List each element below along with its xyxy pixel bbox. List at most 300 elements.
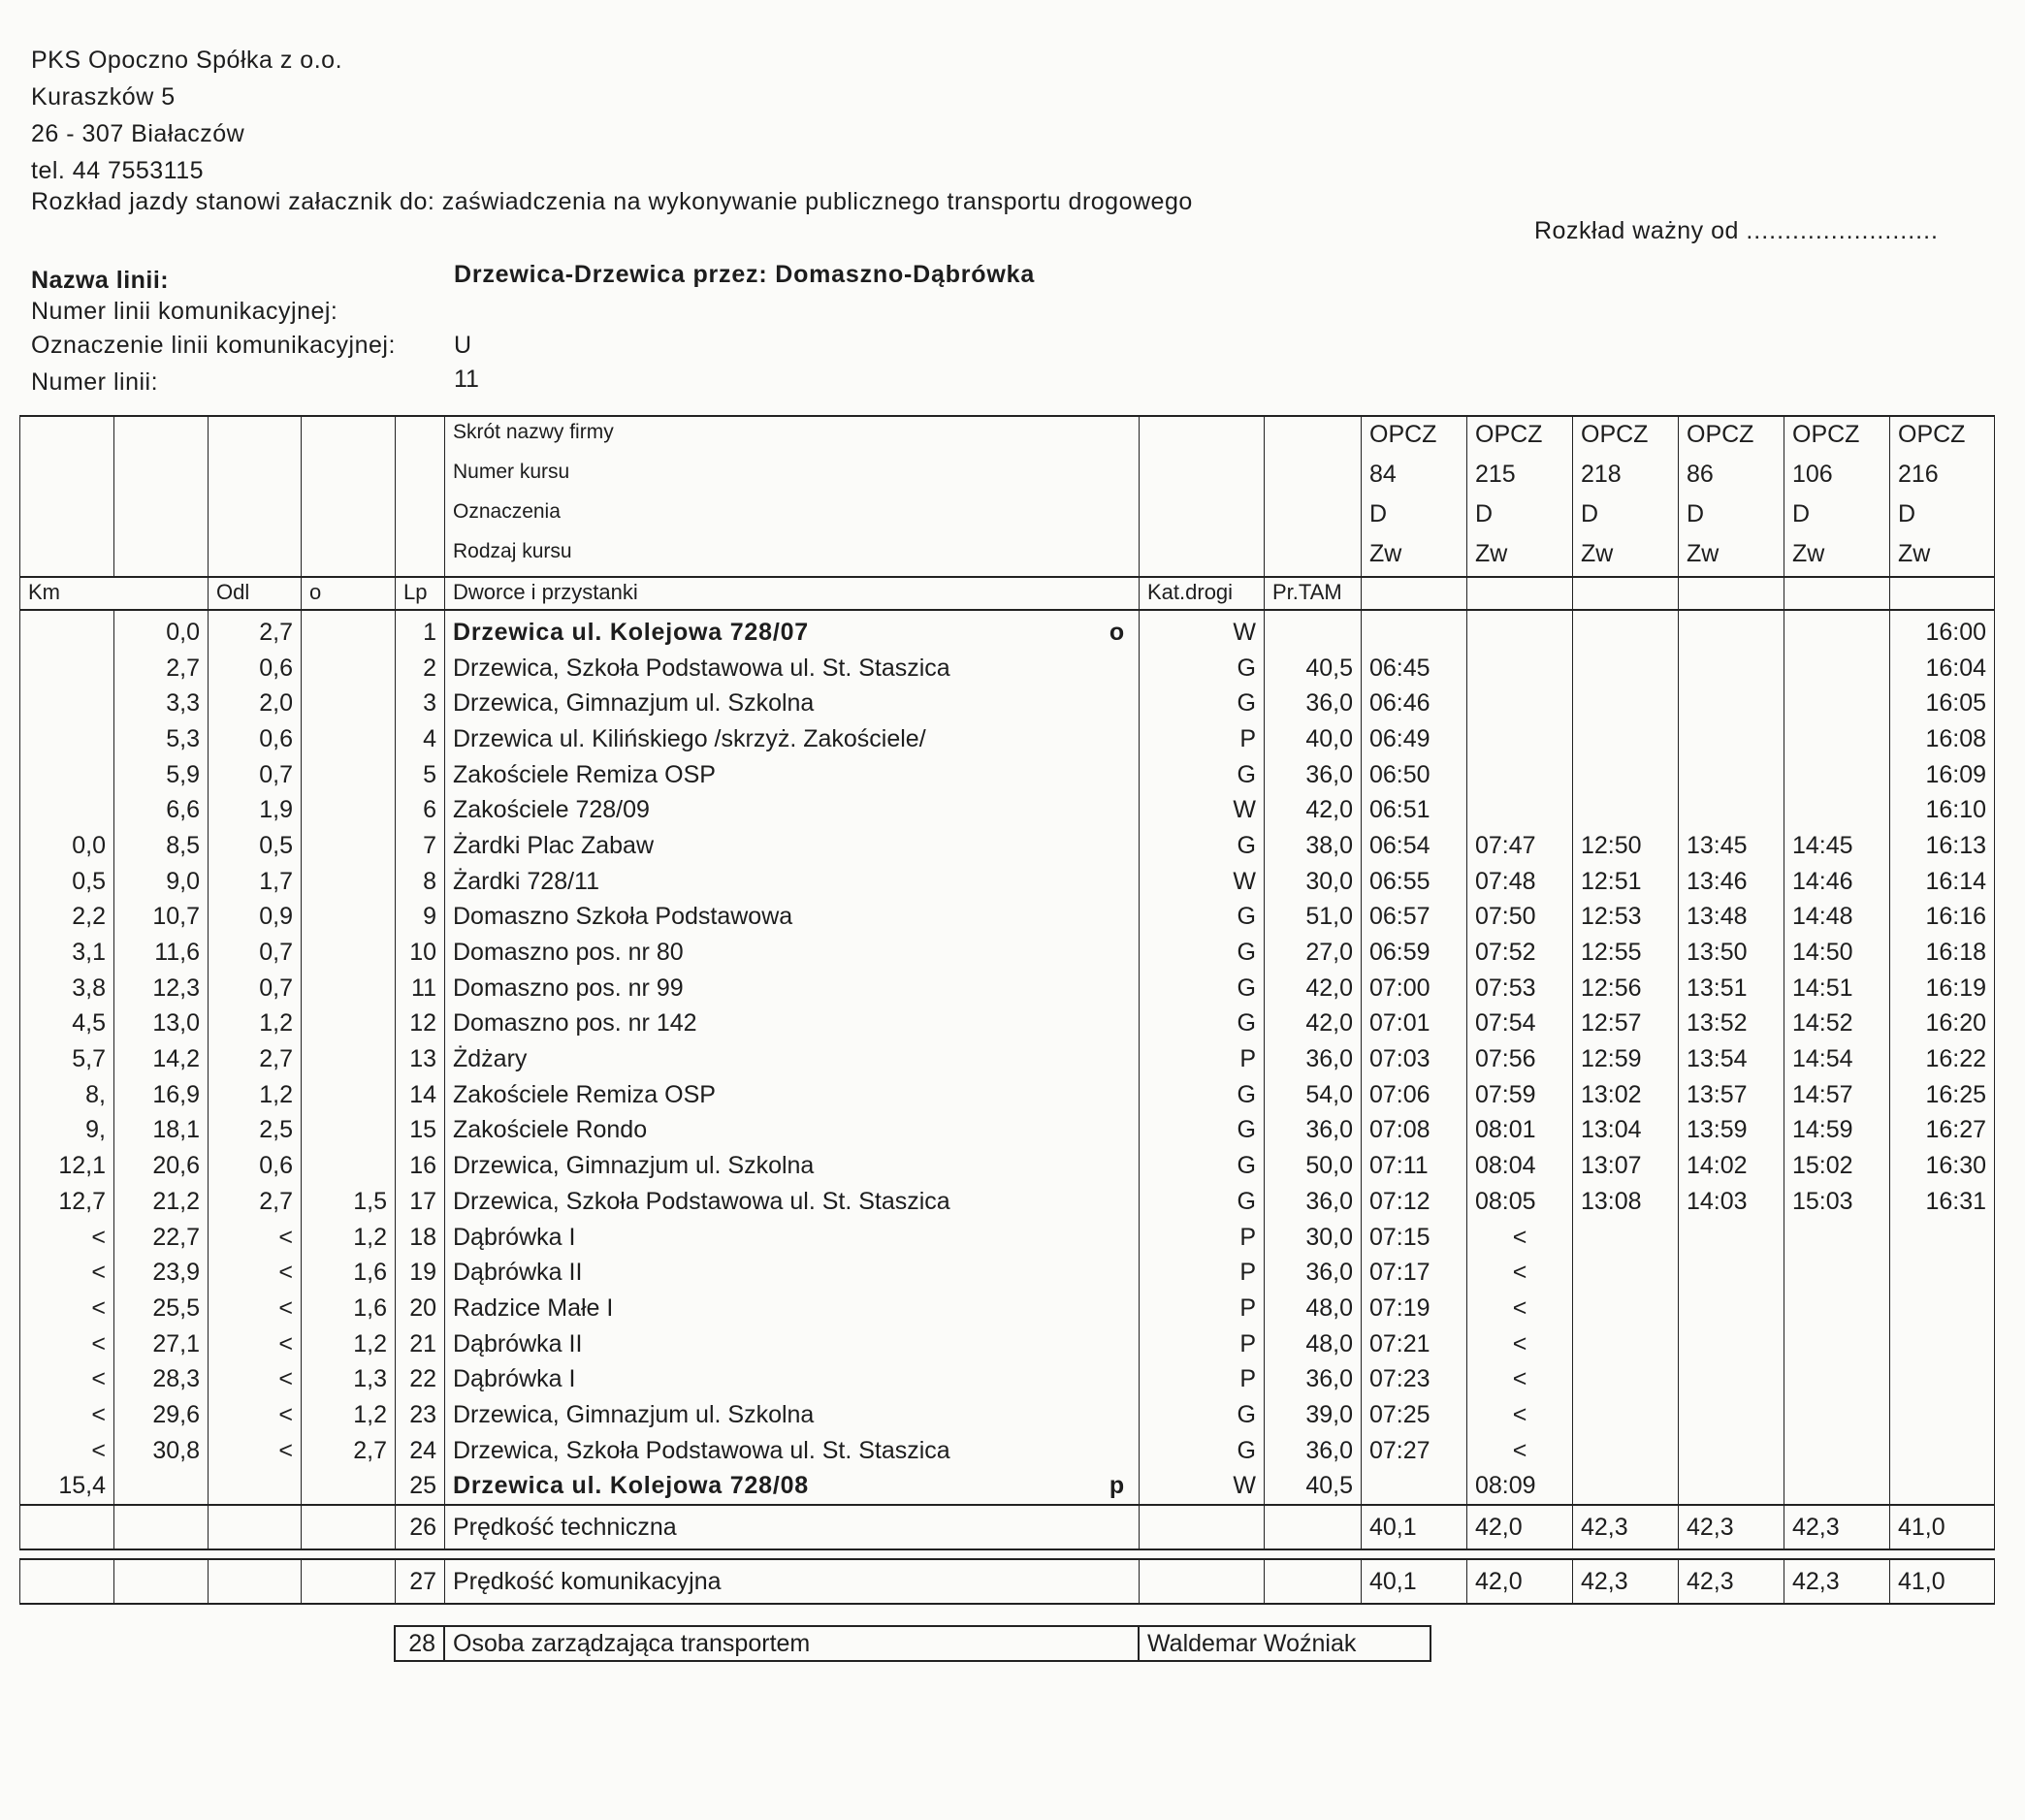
company-name: PKS Opoczno Spółka z o.o. xyxy=(31,47,343,74)
stop-lp: 22 xyxy=(396,1361,445,1397)
departure-time: 06:59 xyxy=(1362,935,1467,971)
road-category: W xyxy=(1140,615,1265,651)
km-from-branch: < xyxy=(20,1361,114,1397)
stop-name: Zakościele Remiza OSP xyxy=(453,1080,716,1108)
departure-time: 16:22 xyxy=(1890,1041,1995,1077)
stop-row xyxy=(20,1113,1995,1149)
departure-time: 13:46 xyxy=(1679,864,1784,900)
departure-time: < xyxy=(1467,1433,1573,1469)
departure-time: 12:55 xyxy=(1573,935,1679,971)
departure-time: 16:16 xyxy=(1890,900,1995,936)
departure-time: 16:08 xyxy=(1890,721,1995,757)
stop-lp: 11 xyxy=(396,971,445,1006)
departure-time xyxy=(1573,615,1679,651)
timetable-header xyxy=(20,416,1995,610)
course-type: Zw xyxy=(1679,536,1784,577)
course-number: 84 xyxy=(1362,457,1467,496)
distance-branch xyxy=(302,935,396,971)
km-total: 5,9 xyxy=(114,757,209,793)
distance: 0,7 xyxy=(209,757,302,793)
distance: < xyxy=(209,1326,302,1362)
stop-row xyxy=(20,1255,1995,1291)
distance: 2,7 xyxy=(209,1184,302,1220)
departure-time: 14:02 xyxy=(1679,1148,1784,1184)
departure-time xyxy=(1784,1291,1890,1326)
km-total: 5,3 xyxy=(114,721,209,757)
distance-branch xyxy=(302,721,396,757)
stop-row xyxy=(20,1433,1995,1469)
departure-time xyxy=(1784,615,1890,651)
departure-time: 13:45 xyxy=(1679,828,1784,864)
course-type: Zw xyxy=(1362,536,1467,577)
stop-name-cell xyxy=(445,1006,1140,1042)
distance-branch: 1,3 xyxy=(302,1361,396,1397)
stop-mark: o xyxy=(1109,618,1125,646)
course-firm: OPCZ xyxy=(1679,416,1784,457)
pr-tam: 42,0 xyxy=(1265,971,1362,1006)
departure-time xyxy=(1573,1291,1679,1326)
km-from-branch: < xyxy=(20,1291,114,1326)
empty-cell xyxy=(20,1559,114,1604)
km-total: 8,5 xyxy=(114,828,209,864)
km-total: 13,0 xyxy=(114,1006,209,1042)
stop-lp: 19 xyxy=(396,1255,445,1291)
distance-branch xyxy=(302,1113,396,1149)
stop-row xyxy=(20,757,1995,793)
km-from-branch: 4,5 xyxy=(20,1006,114,1042)
pr-tam: 30,0 xyxy=(1265,1220,1362,1256)
km-from-branch: < xyxy=(20,1433,114,1469)
km-from-branch: 2,2 xyxy=(20,900,114,936)
label-course-type: Rodzaj kursu xyxy=(445,536,1140,577)
departure-time: 07:01 xyxy=(1362,1006,1467,1042)
departure-time: 16:20 xyxy=(1890,1006,1995,1042)
course-firm: OPCZ xyxy=(1573,416,1679,457)
stop-name: Radzice Małe I xyxy=(453,1293,614,1322)
departure-time xyxy=(1784,1220,1890,1256)
summary-value: 42,3 xyxy=(1679,1505,1784,1549)
km-total: 20,6 xyxy=(114,1148,209,1184)
departure-time: 07:48 xyxy=(1467,864,1573,900)
course-type: Zw xyxy=(1573,536,1679,577)
distance: 0,6 xyxy=(209,721,302,757)
stop-name-cell xyxy=(445,615,1140,651)
distance: < xyxy=(209,1433,302,1469)
pr-tam xyxy=(1265,615,1362,651)
departure-time: 07:47 xyxy=(1467,828,1573,864)
departure-time: 08:05 xyxy=(1467,1184,1573,1220)
km-from-branch: < xyxy=(20,1220,114,1256)
departure-time xyxy=(1679,1326,1784,1362)
departure-time: 07:03 xyxy=(1362,1041,1467,1077)
road-category: G xyxy=(1140,1397,1265,1433)
km-total: 11,6 xyxy=(114,935,209,971)
km-total: 2,7 xyxy=(114,651,209,686)
departure-time: 07:27 xyxy=(1362,1433,1467,1469)
stop-name: Dąbrówka II xyxy=(453,1329,583,1357)
distance-branch xyxy=(302,1077,396,1113)
pr-tam: 39,0 xyxy=(1265,1397,1362,1433)
km-from-branch xyxy=(20,686,114,721)
empty-cell xyxy=(1265,1505,1362,1549)
departure-time xyxy=(1467,757,1573,793)
departure-time: 16:09 xyxy=(1890,757,1995,793)
departure-time: 13:07 xyxy=(1573,1148,1679,1184)
pr-tam: 36,0 xyxy=(1265,1184,1362,1220)
road-category: G xyxy=(1140,1113,1265,1149)
km-from-branch: 12,1 xyxy=(20,1148,114,1184)
pr-tam: 48,0 xyxy=(1265,1326,1362,1362)
km-total: 6,6 xyxy=(114,792,209,828)
col-odl: Odl xyxy=(209,577,302,610)
departure-time: 16:25 xyxy=(1890,1077,1995,1113)
departure-time xyxy=(1784,686,1890,721)
departure-time: 13:48 xyxy=(1679,900,1784,936)
distance-branch: 2,7 xyxy=(302,1433,396,1469)
summary-label: Prędkość komunikacyjna xyxy=(445,1559,1140,1604)
stop-row xyxy=(20,1220,1995,1256)
stop-name-cell xyxy=(445,792,1140,828)
distance: 2,5 xyxy=(209,1113,302,1149)
departure-time xyxy=(1679,651,1784,686)
stop-row xyxy=(20,1361,1995,1397)
summary-value: 42,0 xyxy=(1467,1559,1573,1604)
stop-lp: 10 xyxy=(396,935,445,971)
departure-time: 07:17 xyxy=(1362,1255,1467,1291)
line-designation-label: Oznaczenie linii komunikacyjnej: xyxy=(31,332,396,359)
stop-name-cell xyxy=(445,757,1140,793)
departure-time xyxy=(1890,1255,1995,1291)
stop-name: Domaszno pos. nr 142 xyxy=(453,1009,697,1038)
distance-branch xyxy=(302,651,396,686)
pr-tam: 38,0 xyxy=(1265,828,1362,864)
stop-name-cell xyxy=(445,1041,1140,1077)
stop-name: Zakościele Rondo xyxy=(453,1116,648,1144)
stop-lp: 7 xyxy=(396,828,445,864)
distance: 2,0 xyxy=(209,686,302,721)
stop-name: Zakościele Remiza OSP xyxy=(453,760,716,788)
timetable xyxy=(19,415,1995,1605)
label-firm: Skrót nazwy firmy xyxy=(445,416,1140,457)
stop-name: Drzewica ul. Kolejowa 728/07 xyxy=(453,618,809,646)
empty-cell xyxy=(1140,1559,1265,1604)
stop-name-cell xyxy=(445,651,1140,686)
departure-time: 16:05 xyxy=(1890,686,1995,721)
summary-value: 42,3 xyxy=(1784,1559,1890,1604)
road-category: W xyxy=(1140,1469,1265,1506)
road-category: G xyxy=(1140,900,1265,936)
departure-time: 13:08 xyxy=(1573,1184,1679,1220)
stop-name-cell xyxy=(445,828,1140,864)
distance: 1,7 xyxy=(209,864,302,900)
departure-time xyxy=(1890,1326,1995,1362)
stop-row xyxy=(20,1397,1995,1433)
stop-lp: 5 xyxy=(396,757,445,793)
distance-branch xyxy=(302,792,396,828)
road-category: G xyxy=(1140,935,1265,971)
distance-branch xyxy=(302,757,396,793)
departure-time xyxy=(1362,615,1467,651)
departure-time: 15:02 xyxy=(1784,1148,1890,1184)
departure-time: 12:53 xyxy=(1573,900,1679,936)
line-name-value: Drzewica-Drzewica przez: Domaszno-Dąbrówka xyxy=(454,261,1036,288)
departure-time: 14:45 xyxy=(1784,828,1890,864)
distance: < xyxy=(209,1361,302,1397)
stop-row xyxy=(20,900,1995,936)
distance-branch: 1,2 xyxy=(302,1220,396,1256)
km-from-branch: < xyxy=(20,1397,114,1433)
km-from-branch: 15,4 xyxy=(20,1469,114,1506)
road-category: P xyxy=(1140,1041,1265,1077)
road-category: P xyxy=(1140,1326,1265,1362)
line-number-label: Numer linii: xyxy=(31,368,159,396)
km-from-branch: 5,7 xyxy=(20,1041,114,1077)
course-type: Zw xyxy=(1467,536,1573,577)
attachment-note: Rozkład jazdy stanowi załacznik do: zaświadczenia na wykonywanie publicznego transportu drogowego xyxy=(31,188,1193,215)
line-number-value: 11 xyxy=(454,366,479,393)
departure-time: 06:46 xyxy=(1362,686,1467,721)
distance-branch: 1,5 xyxy=(302,1184,396,1220)
company-city: 26 - 307 Białaczów xyxy=(31,120,245,147)
departure-time xyxy=(1573,1220,1679,1256)
header-row-number xyxy=(20,457,1995,496)
gap-cell xyxy=(20,1549,1995,1559)
company-phone: tel. 44 7553115 xyxy=(31,157,205,184)
stop-lp: 14 xyxy=(396,1077,445,1113)
departure-time: 16:27 xyxy=(1890,1113,1995,1149)
stops-body xyxy=(20,610,1995,1505)
departure-time xyxy=(1467,721,1573,757)
summary-value: 42,3 xyxy=(1784,1505,1890,1549)
departure-time: 16:19 xyxy=(1890,971,1995,1006)
stop-name-cell xyxy=(445,1255,1140,1291)
pr-tam: 48,0 xyxy=(1265,1291,1362,1326)
departure-time xyxy=(1573,757,1679,793)
departure-time: 12:51 xyxy=(1573,864,1679,900)
departure-time xyxy=(1467,615,1573,651)
course-number: 216 xyxy=(1890,457,1995,496)
stop-lp: 15 xyxy=(396,1113,445,1149)
departure-time xyxy=(1679,1397,1784,1433)
km-total: 25,5 xyxy=(114,1291,209,1326)
pr-tam: 42,0 xyxy=(1265,1006,1362,1042)
departure-time: 13:59 xyxy=(1679,1113,1784,1149)
departure-time: 07:08 xyxy=(1362,1113,1467,1149)
stop-row xyxy=(20,1148,1995,1184)
distance: 0,6 xyxy=(209,651,302,686)
departure-time xyxy=(1784,721,1890,757)
distance: < xyxy=(209,1220,302,1256)
road-category: G xyxy=(1140,1148,1265,1184)
course-marks: D xyxy=(1362,496,1467,536)
manager-label: Osoba zarządzająca transportem xyxy=(444,1626,1139,1661)
departure-time: < xyxy=(1467,1326,1573,1362)
departure-time: 12:57 xyxy=(1573,1006,1679,1042)
stop-row xyxy=(20,1326,1995,1362)
distance: 2,7 xyxy=(209,615,302,651)
departure-time xyxy=(1573,1326,1679,1362)
course-marks: D xyxy=(1573,496,1679,536)
stop-row xyxy=(20,1041,1995,1077)
pr-tam: 42,0 xyxy=(1265,792,1362,828)
km-from-branch xyxy=(20,721,114,757)
stop-lp: 2 xyxy=(396,651,445,686)
stop-name-cell xyxy=(445,1220,1140,1256)
departure-time: 06:49 xyxy=(1362,721,1467,757)
km-total: 30,8 xyxy=(114,1433,209,1469)
departure-time: 16:14 xyxy=(1890,864,1995,900)
distance: < xyxy=(209,1255,302,1291)
course-number: 86 xyxy=(1679,457,1784,496)
departure-time xyxy=(1467,651,1573,686)
stop-name: Drzewica ul. Kolejowa 728/08 xyxy=(453,1472,809,1500)
departure-time: < xyxy=(1467,1397,1573,1433)
km-total: 29,6 xyxy=(114,1397,209,1433)
departure-time xyxy=(1679,1255,1784,1291)
distance-branch xyxy=(302,1006,396,1042)
departure-time xyxy=(1679,1220,1784,1256)
manager-row xyxy=(395,1626,1430,1661)
road-category: G xyxy=(1140,828,1265,864)
departure-time xyxy=(1890,1291,1995,1326)
departure-time: 13:54 xyxy=(1679,1041,1784,1077)
empty-cell xyxy=(302,1559,396,1604)
summary-value: 42,3 xyxy=(1573,1505,1679,1549)
stop-name: Drzewica ul. Kilińskiego /skrzyż. Zakościele/ xyxy=(453,724,926,752)
distance-branch xyxy=(302,1148,396,1184)
km-from-branch: 3,1 xyxy=(20,935,114,971)
km-from-branch xyxy=(20,615,114,651)
departure-time xyxy=(1573,1361,1679,1397)
departure-time xyxy=(1784,1433,1890,1469)
departure-time xyxy=(1573,651,1679,686)
distance-branch: 1,6 xyxy=(302,1291,396,1326)
departure-time: 13:52 xyxy=(1679,1006,1784,1042)
summary-value: 42,0 xyxy=(1467,1505,1573,1549)
distance-branch xyxy=(302,828,396,864)
course-firm: OPCZ xyxy=(1467,416,1573,457)
departure-time: 13:51 xyxy=(1679,971,1784,1006)
col-prtam: Pr.TAM xyxy=(1265,577,1362,610)
distance-branch xyxy=(302,971,396,1006)
stop-lp: 25 xyxy=(396,1469,445,1506)
departure-time: 13:04 xyxy=(1573,1113,1679,1149)
departure-time: 07:50 xyxy=(1467,900,1573,936)
departure-time: 08:09 xyxy=(1467,1469,1573,1506)
empty-cell xyxy=(114,1505,209,1549)
road-category: W xyxy=(1140,792,1265,828)
departure-time: 07:21 xyxy=(1362,1326,1467,1362)
pr-tam: 30,0 xyxy=(1265,864,1362,900)
header-row-type xyxy=(20,536,1995,577)
departure-time: 12:56 xyxy=(1573,971,1679,1006)
departure-time: 07:19 xyxy=(1362,1291,1467,1326)
departure-time: 08:01 xyxy=(1467,1113,1573,1149)
course-marks: D xyxy=(1467,496,1573,536)
distance xyxy=(209,1469,302,1506)
stop-name: Żardki 728/11 xyxy=(453,867,600,895)
departure-time xyxy=(1362,1469,1467,1506)
km-total: 16,9 xyxy=(114,1077,209,1113)
transport-manager xyxy=(394,1625,1431,1662)
summary-row xyxy=(20,1505,1995,1549)
line-comm-number-label: Numer linii komunikacyjnej: xyxy=(31,298,338,325)
departure-time: 07:11 xyxy=(1362,1148,1467,1184)
stop-row xyxy=(20,721,1995,757)
km-total: 0,0 xyxy=(114,615,209,651)
valid-from-dots: ......................... xyxy=(1746,217,1939,244)
stop-row xyxy=(20,1291,1995,1326)
departure-time: 07:15 xyxy=(1362,1220,1467,1256)
stop-name: Zakościele 728/09 xyxy=(453,796,650,824)
stop-row xyxy=(20,651,1995,686)
stop-name: Domaszno Szkoła Podstawowa xyxy=(453,903,793,931)
pr-tam: 40,0 xyxy=(1265,721,1362,757)
distance: 1,2 xyxy=(209,1077,302,1113)
departure-time xyxy=(1890,1469,1995,1506)
departure-time xyxy=(1467,686,1573,721)
empty-cell xyxy=(114,1559,209,1604)
stop-name-cell xyxy=(445,1184,1140,1220)
km-from-branch xyxy=(20,757,114,793)
manager-name: Waldemar Woźniak xyxy=(1139,1626,1430,1661)
departure-time: 16:18 xyxy=(1890,935,1995,971)
departure-time: 14:59 xyxy=(1784,1113,1890,1149)
stop-row xyxy=(20,971,1995,1006)
col-kat: Kat.drogi xyxy=(1140,577,1265,610)
stop-name: Żdżary xyxy=(453,1045,528,1073)
empty-cell xyxy=(1140,1505,1265,1549)
header-row-marks xyxy=(20,496,1995,536)
km-total: 14,2 xyxy=(114,1041,209,1077)
summary-body xyxy=(20,1505,1995,1604)
stop-lp: 6 xyxy=(396,792,445,828)
summary-row xyxy=(20,1559,1995,1604)
stop-name-cell xyxy=(445,1148,1140,1184)
departure-time xyxy=(1890,1361,1995,1397)
course-marks: D xyxy=(1890,496,1995,536)
departure-time: 14:52 xyxy=(1784,1006,1890,1042)
label-marks: Oznaczenia xyxy=(445,496,1140,536)
departure-time xyxy=(1784,651,1890,686)
departure-time: 07:00 xyxy=(1362,971,1467,1006)
empty-cell xyxy=(209,1505,302,1549)
departure-time: 07:06 xyxy=(1362,1077,1467,1113)
pr-tam: 40,5 xyxy=(1265,1469,1362,1506)
departure-time: 07:56 xyxy=(1467,1041,1573,1077)
departure-time: 14:54 xyxy=(1784,1041,1890,1077)
distance: 2,7 xyxy=(209,1041,302,1077)
departure-time: 08:04 xyxy=(1467,1148,1573,1184)
empty-cell xyxy=(1265,1559,1362,1604)
stop-row xyxy=(20,935,1995,971)
course-firm: OPCZ xyxy=(1784,416,1890,457)
col-o: o xyxy=(302,577,396,610)
departure-time: 16:13 xyxy=(1890,828,1995,864)
road-category: G xyxy=(1140,651,1265,686)
departure-time xyxy=(1573,1433,1679,1469)
road-category: G xyxy=(1140,686,1265,721)
course-number: 215 xyxy=(1467,457,1573,496)
stop-name: Dąbrówka II xyxy=(453,1259,583,1287)
col-km: Km xyxy=(20,577,209,610)
departure-time: 14:50 xyxy=(1784,935,1890,971)
stop-lp: 24 xyxy=(396,1433,445,1469)
distance-branch: 1,2 xyxy=(302,1397,396,1433)
line-name-label: Nazwa linii: xyxy=(31,267,170,294)
empty-cell xyxy=(20,1505,114,1549)
valid-from xyxy=(1534,217,1939,245)
